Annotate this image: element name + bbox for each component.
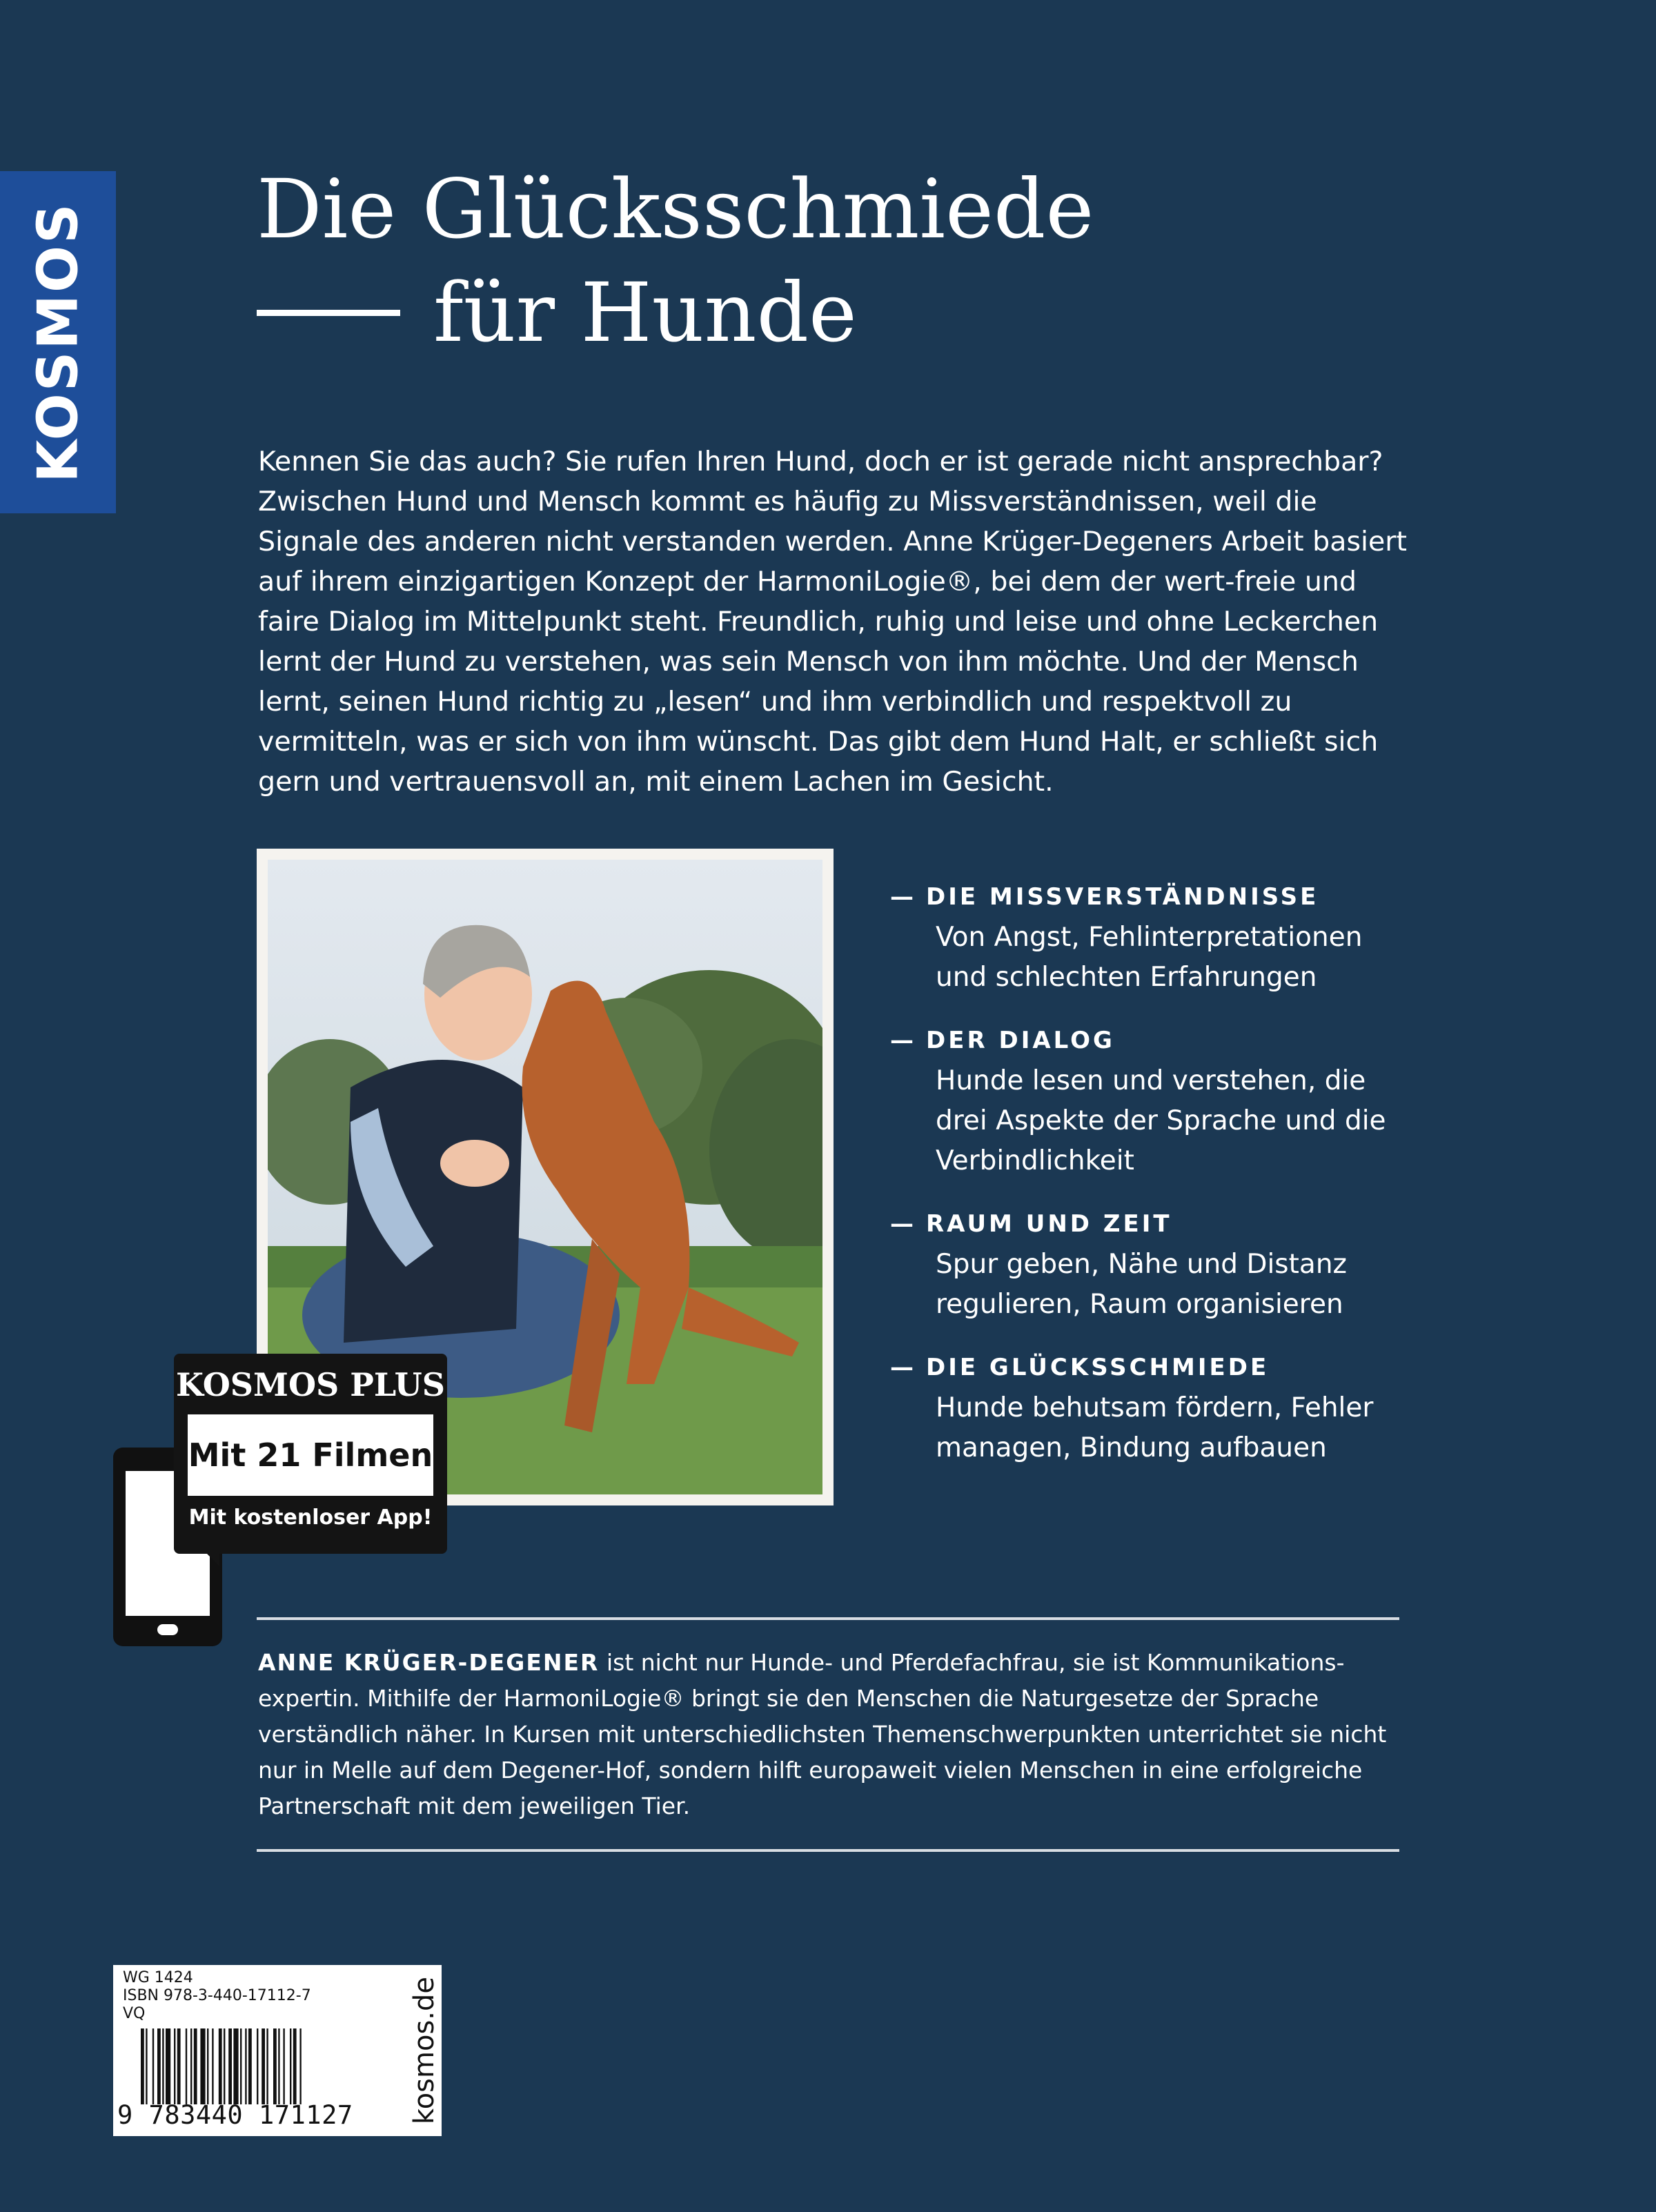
barcode-digits: 9 783440 171127 xyxy=(117,2100,353,2130)
title-dash xyxy=(257,310,400,316)
feature-bullet: — xyxy=(890,883,914,911)
feature-heading: DIE GLÜCKSSCHMIEDE xyxy=(926,1354,1270,1381)
barcode-label xyxy=(113,1965,407,2136)
title-line-2: für Hunde xyxy=(433,265,857,360)
feature-text: Hunde behutsam fördern, Fehler managen, Bindung aufbauen xyxy=(936,1392,1374,1463)
vq-code: VQ xyxy=(123,2005,146,2022)
author-bio-text: ist nicht nur Hunde- und Pferdefachfrau, sie ist Kommunikations-expertin. Mithilfe der HarmoniLogie® bringt sie den Menschen die Naturgesetze der Sprache verständlich näher. In Kursen mit unterschiedlichsten Themenschwerpunkten unterrichtet sie nicht nur in Melle auf dem Degener-Hof, sondern hilft europaweit vielen Menschen in eine erfolgreiche Partnerschaft mit dem jeweiligen Tier. xyxy=(258,1649,1387,1819)
feature-item xyxy=(890,1020,1442,1181)
kosmos-plus-badge xyxy=(174,1354,447,1554)
feature-heading: DIE MISSVERSTÄNDNISSE xyxy=(926,883,1319,911)
divider-top xyxy=(257,1617,1399,1620)
author-name: ANNE KRÜGER-DEGENER xyxy=(258,1649,600,1676)
website-url: kosmos.de xyxy=(408,1976,440,2125)
feature-item xyxy=(890,1203,1442,1325)
title-line-1: Die Glücksschmiede xyxy=(257,161,1094,257)
feature-bullet: — xyxy=(890,1027,914,1054)
book-title xyxy=(257,157,1094,364)
divider-bottom xyxy=(257,1849,1399,1852)
feature-text: Von Angst, Fehlinterpretationen und schlechten Erfahrungen xyxy=(936,922,1363,993)
wg-number: WG 1424 xyxy=(123,1969,193,1986)
feature-heading: RAUM UND ZEIT xyxy=(926,1210,1172,1238)
feature-text: Hunde lesen und verstehen, die drei Aspekte der Sprache und die Verbindlichkeit xyxy=(936,1065,1386,1176)
films-count-label: Mit 21 Filmen xyxy=(188,1414,433,1496)
feature-bullet: — xyxy=(890,1210,914,1238)
barcode-bars xyxy=(141,2028,389,2104)
feature-heading: DER DIALOG xyxy=(926,1027,1115,1054)
speech-bubble-tail xyxy=(201,1548,219,1566)
feature-item xyxy=(890,1347,1442,1468)
intro-paragraph: Kennen Sie das auch? Sie rufen Ihren Hund, doch er ist gerade nicht ansprechbar? Zwischen Hund und Mensch kommt es häufig zu Missverständnissen, weil die Signale des anderen nicht verstanden werden. Anne Krüger-Degeners Arbeit basiert auf ihrem einzigartigen Konzept der HarmoniLogie®, bei dem der wert-freie und faire Dialog im Mittelpunkt steht. Freundlich, ruhig und leise und ohne Leckerchen lernt der Hund zu verstehen, was sein Mensch von ihm möchte. Und der Mensch lernt, seinen Hund richtig zu „lesen“ und ihm verbindlich und respektvoll zu vermitteln, was er sich von ihm wünscht. Das gibt dem Hund Halt, er schließt sich gern und vertrauensvoll an, mit einem Lachen im Gesicht. xyxy=(258,446,1408,798)
feature-list xyxy=(890,876,1442,1490)
title-line-2-row xyxy=(257,261,1094,364)
free-app-label: Mit kostenloser App! xyxy=(188,1505,433,1530)
kosmos-plus-title: KOSMOS PLUS xyxy=(175,1366,445,1403)
feature-item xyxy=(890,876,1442,998)
phone-home-button xyxy=(157,1624,178,1635)
author-bio xyxy=(258,1645,1397,1824)
isbn-number: ISBN 978-3-440-17112-7 xyxy=(123,1987,311,2004)
feature-text: Spur geben, Nähe und Distanz regulieren, Raum organisieren xyxy=(936,1249,1348,1320)
feature-bullet: — xyxy=(890,1354,914,1381)
kosmos-logo-text: KOSMOS xyxy=(26,201,90,483)
website-tab xyxy=(407,1965,442,2136)
kosmos-logo-tab xyxy=(0,171,116,513)
